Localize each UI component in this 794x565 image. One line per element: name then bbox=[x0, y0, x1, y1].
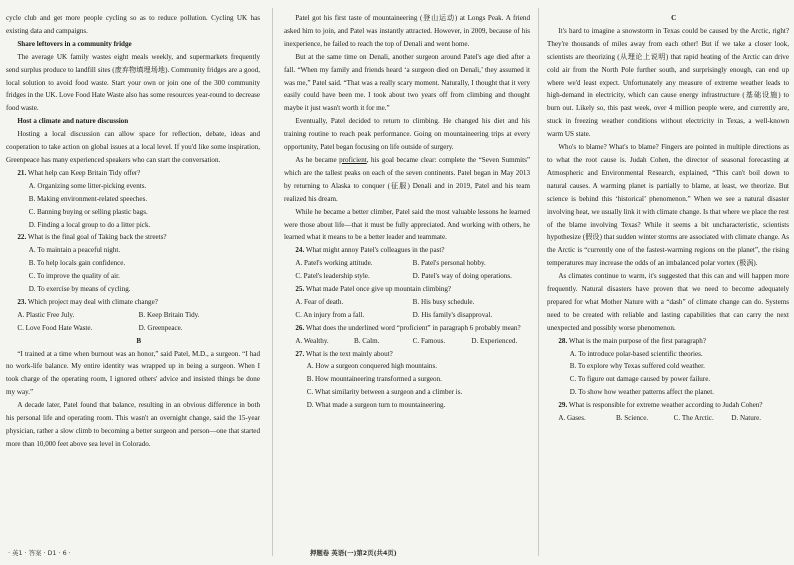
option-a[interactable]: A. To maintain a peaceful night. bbox=[28, 246, 121, 255]
intro-paragraph: cycle club and get more people cycling so as to reduce pollution. Cycling UK has existing data and campaigns. bbox=[6, 14, 260, 35]
passage-b-paragraph-6: As he became proficient, his goal became clear: complete the “Seven Summits” which are the tallest peaks on each of the seven continents. Patel began in May 2013 by returning to Alaska to conquer (征服) Denali and in 2019, Patel and his team realized his dream. bbox=[284, 155, 530, 203]
question-stem: What is responsible for extreme weather according to Judah Cohen? bbox=[568, 401, 763, 410]
option-a[interactable]: A. Gases. bbox=[558, 414, 586, 423]
option-b[interactable]: B. To help locals gain confidence. bbox=[28, 259, 126, 268]
discussion-paragraph: Hosting a local discussion can allow space for reflection, debate, ideas and cooperation to take action on global issues at a local level. If you'd like some inspiration, Greenpeace has many experienced speakers who can start the conversation. bbox=[6, 130, 260, 164]
question-stem: What might annoy Patel's colleagues in the past? bbox=[305, 246, 445, 255]
question-27 bbox=[284, 348, 530, 413]
option-c[interactable]: C. Patel's leadership style. bbox=[295, 272, 370, 281]
question-number: 28. bbox=[558, 336, 568, 345]
option-d[interactable]: D. Finding a local group to do a litter pick. bbox=[28, 220, 151, 229]
heading-climate-discussion: Host a climate and nature discussion bbox=[17, 117, 129, 126]
question-number: 21. bbox=[17, 168, 27, 177]
option-c[interactable]: C. Love Food Hate Waste. bbox=[17, 323, 93, 332]
fridge-paragraph: The average UK family wastes eight meals weekly, and supermarkets frequently send surplus produce to landfill sites (废弃物填埋场地). Community fridges are a good, local solution to avoid food waste. Start your own or join one of the 300 community fridges in the UK. Love Food Hate Waste also has some resources year-round to decrease food waste. bbox=[6, 52, 260, 113]
column-divider bbox=[538, 8, 539, 556]
option-b[interactable]: B. Making environment-related speeches. bbox=[28, 194, 148, 203]
passage-c-paragraph-2: Who's to blame? What's to blame? Fingers are pointed in multiple directions as to what the root cause is. Judah Cohen, the director of seasonal forecasting at Atmospheric and Environmental Research, explained, “This can't boil down to natural causes. A warming planet is partially to blame, at least, we theorize. But science is behind this ‘historical’ phenomenon.” When we see a natural disaster involving heat, we usually link it with climate change. Is that where we place the rest of the blame involving Texas? While it seems a bit uncharacteristic, scientists hypothesize (假设) that sudden winter storms are associated with climate change. As the Arctic is “currently one of the fastest-warming regions on the planet”, the rising temperatures may increase the odds of an imbalanced polar vortex (极涡). bbox=[547, 143, 789, 268]
heading-community-fridge: Share leftovers in a community fridge bbox=[17, 39, 132, 48]
option-b[interactable]: B. His busy schedule. bbox=[412, 297, 475, 306]
question-number: 25. bbox=[295, 285, 305, 294]
option-d[interactable]: D. What made a surgeon turn to mountaineering. bbox=[306, 401, 446, 410]
option-c[interactable]: C. What similarity between a surgeon and a climber is. bbox=[306, 388, 463, 397]
passage-b-paragraph-1: “I trained at a time when burnout was an honor,” said Patel, M.D., a surgeon. “I had no work-life balance. My entire identity was wrapped up in being a surgeon. When I took charge of the operating room, I ignored others' advice and insisted things be done my way.” bbox=[6, 349, 260, 397]
question-23 bbox=[6, 296, 260, 335]
question-28 bbox=[547, 335, 789, 400]
question-stem: Which project may deal with climate change? bbox=[27, 297, 158, 306]
option-a[interactable]: A. To introduce polar-based scientific theories. bbox=[569, 349, 703, 358]
option-a[interactable]: A. Wealthy. bbox=[295, 336, 329, 345]
option-d[interactable]: D. His family's disapproval. bbox=[412, 310, 493, 319]
question-26 bbox=[284, 322, 530, 348]
option-d[interactable]: D. Greenpeace. bbox=[138, 323, 183, 332]
question-number: 22. bbox=[17, 233, 27, 242]
passage-b-paragraph-4: But at the same time on Denali, another surgeon around Patel's age died after a fall. “When my family and friends heard ‘a surgeon died on Denali,’ they assumed it was me,” Patel said. “That was a really scary moment. Naturally, I thought that it very easily could have been me. I took about two years off from climbing and thought maybe it just wasn't worth it for me.” bbox=[284, 52, 530, 113]
question-stem: What does the underlined word “proficient” in paragraph 6 probably mean? bbox=[305, 323, 521, 332]
option-b[interactable]: B. To explore why Texas suffered cold weather. bbox=[569, 362, 705, 371]
question-number: 23. bbox=[17, 297, 27, 306]
option-a[interactable]: A. Organizing some litter-picking events. bbox=[28, 181, 147, 190]
option-a[interactable]: A. Fear of death. bbox=[295, 297, 344, 306]
option-d[interactable]: D. To exercise by means of cycling. bbox=[28, 285, 131, 294]
option-c[interactable]: C. To improve the quality of air. bbox=[28, 272, 120, 281]
option-c[interactable]: C. To figure out damage caused by power failure. bbox=[569, 375, 711, 384]
passage-c-paragraph-1: It's hard to imagine a snowstorm in Texas could be caused by the Arctic, right? They're thousands of miles away from each other! But if we take a closer look, scientists are theorizing (从理论上说明) that rapid heating of the Arctic can drive cold air from the North Pole further south, and surprisingly enough, can end up where we'd least expect. Unfortunately any measure of extreme weather leads to high-demand in electricity, which can cause energy infrastructure (基础设施) to burn out. Likely so, this past week, over 4 million people were, and currently are, stuck in freezing weather conditions without electricity in Texas, a well-known warm US state. bbox=[547, 26, 789, 139]
passage-b-paragraph-2: A decade later, Patel found that balance, resulting in an obvious difference in both his personal life and operating room. This wasn't an overnight change, said the 15-year physician, rather a slow climb to becoming a better surgeon and person—one that started more than 10,000 feet above sea level in Colorado. bbox=[6, 401, 260, 448]
question-22 bbox=[6, 231, 260, 296]
question-21 bbox=[6, 167, 260, 232]
option-d[interactable]: D. To show how weather patterns affect the planet. bbox=[569, 388, 714, 397]
option-a[interactable]: A. Patel's working attitude. bbox=[295, 259, 373, 268]
question-25 bbox=[284, 283, 530, 322]
question-stem: What help can Keep Britain Tidy offer? bbox=[27, 168, 141, 177]
question-number: 27. bbox=[295, 349, 305, 358]
question-stem: What is the main purpose of the first paragraph? bbox=[568, 336, 706, 345]
option-b[interactable]: B. Calm. bbox=[354, 336, 380, 345]
option-c[interactable]: C. Famous. bbox=[412, 336, 446, 345]
question-29 bbox=[547, 399, 789, 425]
option-b[interactable]: B. Science. bbox=[616, 414, 649, 423]
question-number: 26. bbox=[295, 323, 305, 332]
right-column bbox=[547, 12, 789, 425]
question-stem: What made Patel once give up mountain climbing? bbox=[305, 285, 452, 294]
section-b-heading: B bbox=[136, 336, 142, 345]
option-d[interactable]: D. Patel's way of doing operations. bbox=[412, 272, 512, 281]
column-divider bbox=[272, 8, 273, 556]
left-column bbox=[6, 12, 260, 451]
question-24 bbox=[284, 244, 530, 283]
option-d[interactable]: D. Experienced. bbox=[471, 336, 518, 345]
option-a[interactable]: A. Plastic Free July. bbox=[17, 310, 75, 319]
middle-column bbox=[284, 12, 530, 412]
option-c[interactable]: C. The Arctic. bbox=[673, 414, 714, 423]
option-b[interactable]: B. Patel's personal hobby. bbox=[412, 259, 486, 268]
underlined-word: proficient bbox=[339, 155, 367, 164]
question-stem: What is the final goal of Taking back the streets? bbox=[27, 233, 167, 242]
passage-b-paragraph-7: While he became a better climber, Patel said the most valuable lessons he learned were those about life—that it must be fully appreciated. And working with others, he learned what it means to be a better leader and teammate. bbox=[284, 207, 530, 242]
option-b[interactable]: B. Keep Britain Tidy. bbox=[138, 310, 200, 319]
question-number: 29. bbox=[558, 401, 568, 410]
footer-page-number: 押题卷 英语(一)第2页(共4页) bbox=[310, 549, 397, 557]
passage-b-paragraph-3: Patel got his first taste of mountaineering (登山运动) at Longs Peak. A friend asked him to join, and Patel was instantly attracted. However, in 2009, because of his inexperience, he failed to reach the top of Denali and went home. bbox=[284, 14, 530, 48]
option-c[interactable]: C. Banning buying or selling plastic bags. bbox=[28, 207, 148, 216]
option-b[interactable]: B. How mountaineering transformed a surgeon. bbox=[306, 375, 442, 384]
option-d[interactable]: D. Nature. bbox=[731, 414, 762, 423]
passage-c-paragraph-3: As climates continue to warm, it's suggested that this can and will happen more frequently. Natural disasters have proven that we need to become adequately prepared for what Mother Nature with a “dash” of climate change can do. Systems need to be created with reliable and lasting capabilities that can carry the next unexpected and possibly worse phenomenon. bbox=[547, 272, 789, 332]
question-stem: What is the text mainly about? bbox=[305, 349, 393, 358]
section-c-heading: C bbox=[671, 14, 677, 22]
footer-code: · 英1 · 答案 · D1 · 6 · bbox=[8, 549, 71, 557]
question-number: 24. bbox=[295, 246, 305, 255]
passage-b-paragraph-5: Eventually, Patel decided to return to climbing. He changed his diet and his training routine to reach peak performance. Going on mountaineering trips at every opportunity, Patel began focusing on life outside of surgery. bbox=[284, 117, 530, 152]
option-a[interactable]: A. How a surgeon conquered high mountains. bbox=[306, 362, 438, 371]
option-c[interactable]: C. An injury from a fall. bbox=[295, 310, 365, 319]
